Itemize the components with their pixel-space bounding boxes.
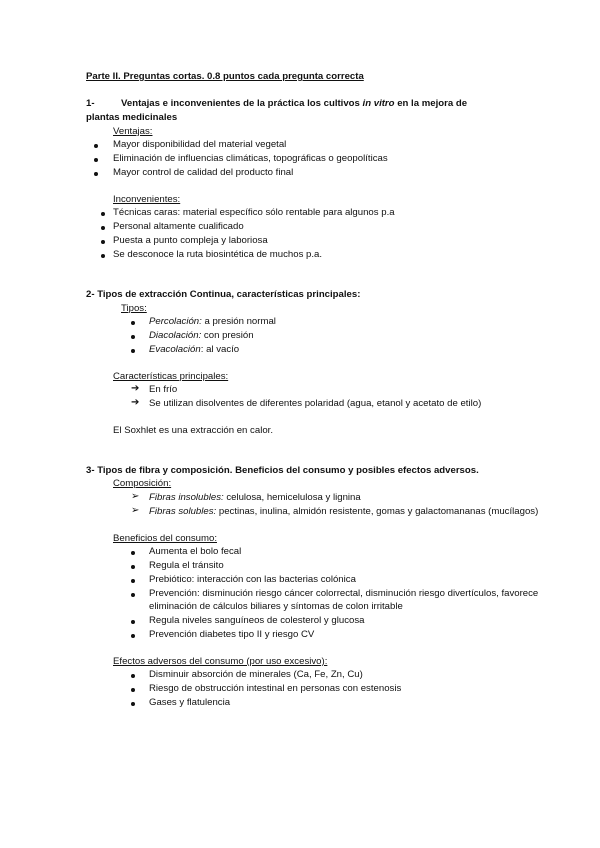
q1-number: 1- (86, 98, 95, 109)
q1-title-a: Ventajas e inconvenientes de la práctica los cultivos (121, 98, 363, 109)
bullet-icon (101, 240, 105, 244)
list-item: En frío (149, 384, 178, 395)
bullet-icon (131, 620, 135, 624)
list-item: Se desconoce la ruta biosintética de muchos p.a. (113, 249, 323, 260)
list-item (149, 492, 361, 504)
list-item (149, 344, 239, 356)
bullet-icon (131, 349, 135, 353)
list-item: Aumenta el bolo fecal (149, 546, 242, 557)
arrow-right-icon: ➔ (131, 383, 140, 394)
term: Evacolación (149, 344, 201, 355)
bullet-icon (94, 144, 98, 148)
q3-beneficios-label: Beneficios del consumo: (113, 533, 217, 544)
q1-ventajas-label: Ventajas: (113, 126, 153, 137)
list-item (149, 506, 538, 518)
bullet-icon (131, 688, 135, 692)
q2-tipos-label: Tipos: (121, 303, 147, 314)
term: Fibras solubles: (149, 506, 217, 517)
arrowhead-icon: ➢ (131, 505, 140, 516)
desc: celulosa, hemicelulosa y lignina (223, 492, 361, 503)
q1-title (121, 98, 467, 110)
bullet-icon (101, 212, 105, 216)
bullet-icon (131, 551, 135, 555)
desc: con presión (201, 330, 254, 341)
list-item: Regula niveles sanguíneos de colesterol y glucosa (149, 615, 365, 626)
list-item (149, 316, 276, 328)
bullet-icon (101, 226, 105, 230)
desc: : al vacío (200, 344, 240, 355)
list-item: Se utilizan disolventes de diferentes polaridad (agua, etanol y acetato de etilo) (149, 398, 482, 409)
q2-title: 2- Tipos de extracción Continua, características principales: (86, 289, 361, 300)
bullet-icon (131, 593, 135, 597)
bullet-icon (131, 674, 135, 678)
q3-efectos-label: Efectos adversos del consumo (por uso excesivo): (113, 656, 328, 667)
arrow-right-icon: ➔ (131, 397, 140, 408)
page-title: Parte II. Preguntas cortas. 0.8 puntos cada pregunta correcta (86, 71, 364, 82)
list-item: Eliminación de influencias climáticas, topográficas o geopolíticas (113, 153, 388, 164)
q1-title-italic: in vitro (362, 98, 395, 109)
bullet-icon (94, 158, 98, 162)
q2-caract-label: Características principales: (113, 371, 229, 382)
list-item (149, 330, 254, 342)
q2-note: El Soxhlet es una extracción en calor. (113, 425, 273, 436)
list-item-continuation: eliminación de cálculos biliares y síntomas de colon irritable (149, 601, 403, 612)
q3-composicion-label: Composición: (113, 478, 172, 489)
bullet-icon (131, 702, 135, 706)
list-item: Prevención: disminución riesgo cáncer colorrectal, disminución riesgo divertículos, favorece (149, 588, 539, 599)
q1-title-line2: plantas medicinales (86, 112, 178, 123)
bullet-icon (131, 321, 135, 325)
bullet-icon (131, 579, 135, 583)
list-item: Prebiótico: interacción con las bacterias colónica (149, 574, 356, 585)
desc: a presión normal (201, 316, 276, 327)
list-item: Disminuir absorción de minerales (Ca, Fe, Zn, Cu) (149, 669, 363, 680)
term: Diacolación: (149, 330, 202, 341)
list-item: Técnicas caras: material específico sólo rentable para algunos p.a (113, 207, 395, 218)
bullet-icon (94, 172, 98, 176)
list-item: Gases y flatulencia (149, 697, 231, 708)
list-item: Prevención diabetes tipo II y riesgo CV (149, 629, 315, 640)
bullet-icon (131, 634, 135, 638)
bullet-icon (101, 254, 105, 258)
list-item: Riesgo de obstrucción intestinal en personas con estenosis (149, 683, 402, 694)
list-item: Mayor control de calidad del producto final (113, 167, 294, 178)
bullet-icon (131, 565, 135, 569)
list-item: Regula el tránsito (149, 560, 224, 571)
list-item: Puesta a punto compleja y laboriosa (113, 235, 268, 246)
q3-title: 3- Tipos de fibra y composición. Beneficios del consumo y posibles efectos adversos. (86, 465, 479, 476)
term: Percolación: (149, 316, 202, 327)
list-item: Mayor disponibilidad del material vegetal (113, 139, 287, 150)
term: Fibras insolubles: (149, 492, 224, 503)
arrowhead-icon: ➢ (131, 491, 140, 502)
q1-inconvenientes-label: Inconvenientes: (113, 194, 181, 205)
list-item: Personal altamente cualificado (113, 221, 244, 232)
desc: pectinas, inulina, almidón resistente, gomas y galactomananas (mucílagos) (216, 506, 539, 517)
bullet-icon (131, 335, 135, 339)
q1-title-b: en la mejora de (394, 98, 468, 109)
